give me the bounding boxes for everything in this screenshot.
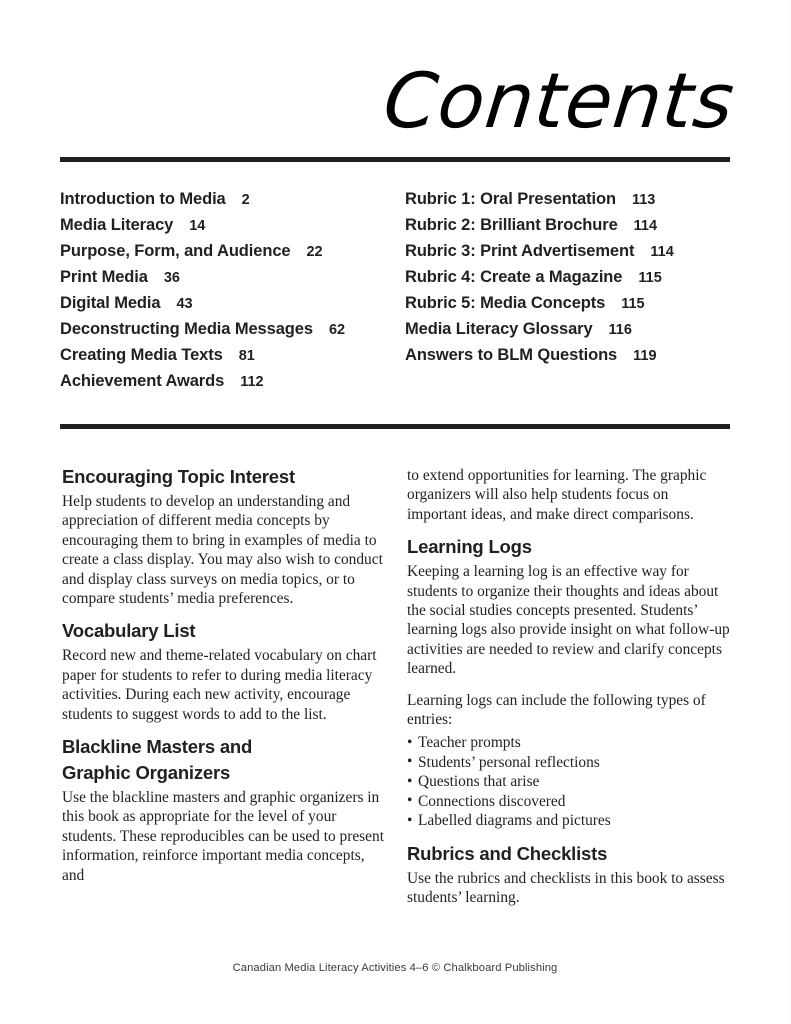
- toc-entry[interactable]: [60, 368, 395, 394]
- paragraph-encouraging-topic-interest: Help students to develop an understanding and appreciation of different media concepts by encouraging them to bring in examples of media to create a class display. You may also wish to conduct and display class surveys on media topics, or to compare students’ media preferences.: [62, 493, 383, 608]
- paragraph-vocabulary-list: Record new and theme-related vocabulary on chart paper for students to refer to during media literacy activities. During each new activity, encourage students to suggest words to add to the list.: [62, 647, 377, 723]
- toc-entry-page: 43: [176, 296, 193, 312]
- list-item: • Students’ personal reflections: [407, 753, 730, 772]
- heading-learning-logs: Learning Logs: [407, 536, 532, 558]
- toc-entry-label: Achievement Awards: [60, 372, 225, 390]
- toc-entry-page: 36: [163, 270, 180, 286]
- toc-entry[interactable]: [60, 186, 395, 212]
- paragraph-learning-logs-1: Keeping a learning log is an effective way for students to organize their thoughts and ideas about the social studies concepts presented. Students’ learning logs also provide insight on what follow-up activities are needed to review and clarify concepts learned.: [407, 563, 730, 678]
- divider-top: [60, 157, 730, 162]
- toc-entry-label: Answers to BLM Questions: [405, 346, 618, 364]
- toc-entry-page: 115: [621, 296, 645, 312]
- toc-entry[interactable]: [405, 290, 730, 316]
- heading-encouraging-topic-interest: Encouraging Topic Interest: [62, 466, 295, 487]
- toc-entry-label: Rubric 1: Oral Presentation: [405, 190, 616, 208]
- table-of-contents: [60, 186, 730, 394]
- toc-entry-page: 2: [241, 192, 250, 208]
- paragraph-learning-logs-2: Learning logs can include the following types of entries:: [407, 691, 706, 729]
- toc-entry[interactable]: [60, 264, 395, 290]
- toc-entry-label: Rubric 4: Create a Magazine: [405, 268, 623, 286]
- toc-entry-label: Deconstructing Media Messages: [60, 320, 313, 338]
- body-column-right: [407, 466, 730, 919]
- toc-column-right: [395, 186, 730, 394]
- toc-entry-label: Creating Media Texts: [60, 346, 223, 364]
- toc-entry[interactable]: [60, 316, 395, 342]
- toc-entry-page: 115: [638, 270, 662, 286]
- toc-entry-page: 116: [608, 322, 632, 338]
- toc-entry[interactable]: [60, 290, 395, 316]
- toc-column-left: [60, 186, 395, 394]
- toc-entry-label: Purpose, Form, and Audience: [60, 242, 291, 260]
- toc-entry[interactable]: [405, 342, 730, 368]
- toc-entry-label: Introduction to Media: [60, 190, 226, 208]
- toc-entry-page: 62: [328, 322, 346, 338]
- toc-entry-page: 114: [633, 218, 658, 234]
- toc-entry-label: Media Literacy: [60, 216, 174, 234]
- page-title: Contents: [379, 56, 739, 145]
- toc-entry[interactable]: [405, 212, 730, 238]
- toc-entry[interactable]: [405, 316, 730, 342]
- body-column-left: [62, 466, 385, 919]
- page-title-area: [60, 52, 739, 150]
- toc-entry-label: Media Literacy Glossary: [405, 320, 593, 338]
- toc-entry-page: 114: [650, 244, 674, 260]
- toc-entry-page: 113: [631, 192, 656, 208]
- toc-entry-label: Digital Media: [60, 294, 161, 312]
- paragraph-rubrics-and-checklists: Use the rubrics and checklists in this book to assess students’ learning.: [407, 869, 725, 906]
- toc-entry[interactable]: [405, 264, 730, 290]
- toc-entry-label: Rubric 5: Media Concepts: [405, 294, 606, 312]
- toc-entry-label: Rubric 2: Brilliant Brochure: [405, 216, 618, 234]
- learning-log-entry-list: [407, 733, 730, 830]
- paragraph-blackline-masters: Use the blackline masters and graphic organizers in this book as appropriate for the level of your students. These reproducibles can be used to present information, reinforce important media concepts, and: [62, 789, 384, 884]
- heading-blackline-masters-line1: Blackline Masters and: [62, 736, 253, 758]
- toc-entry-page: 22: [306, 244, 323, 260]
- toc-entry[interactable]: [60, 212, 395, 238]
- toc-entry-label: Print Media: [60, 268, 148, 286]
- heading-vocabulary-list: Vocabulary List: [62, 620, 196, 642]
- divider-bottom: [60, 424, 730, 429]
- toc-entry[interactable]: [405, 238, 730, 264]
- page-footer: Canadian Media Literacy Activities 4–6 © Chalkboard Publishing: [232, 962, 558, 974]
- paragraph-blackline-masters-continued: to extend opportunities for learning. The graphic organizers will also help students focus on important ideas, and make direct comparisons.: [407, 467, 707, 523]
- toc-entry-page: 81: [238, 348, 255, 364]
- toc-entry[interactable]: [60, 342, 395, 368]
- toc-entry[interactable]: [405, 186, 730, 212]
- toc-entry-label: Rubric 3: Print Advertisement: [405, 242, 635, 260]
- heading-blackline-masters-line2: Graphic Organizers: [62, 762, 231, 784]
- toc-entry-page: 14: [189, 218, 206, 234]
- body-content: [62, 466, 730, 919]
- toc-entry-page: 112: [240, 374, 264, 390]
- list-item: • Questions that arise: [407, 772, 730, 791]
- toc-entry-page: 119: [633, 348, 657, 364]
- list-item: • Teacher prompts: [407, 733, 730, 752]
- toc-entry[interactable]: [60, 238, 395, 264]
- list-item: • Labelled diagrams and pictures: [407, 811, 730, 830]
- heading-rubrics-and-checklists: Rubrics and Checklists: [407, 842, 608, 864]
- list-item: • Connections discovered: [407, 792, 730, 811]
